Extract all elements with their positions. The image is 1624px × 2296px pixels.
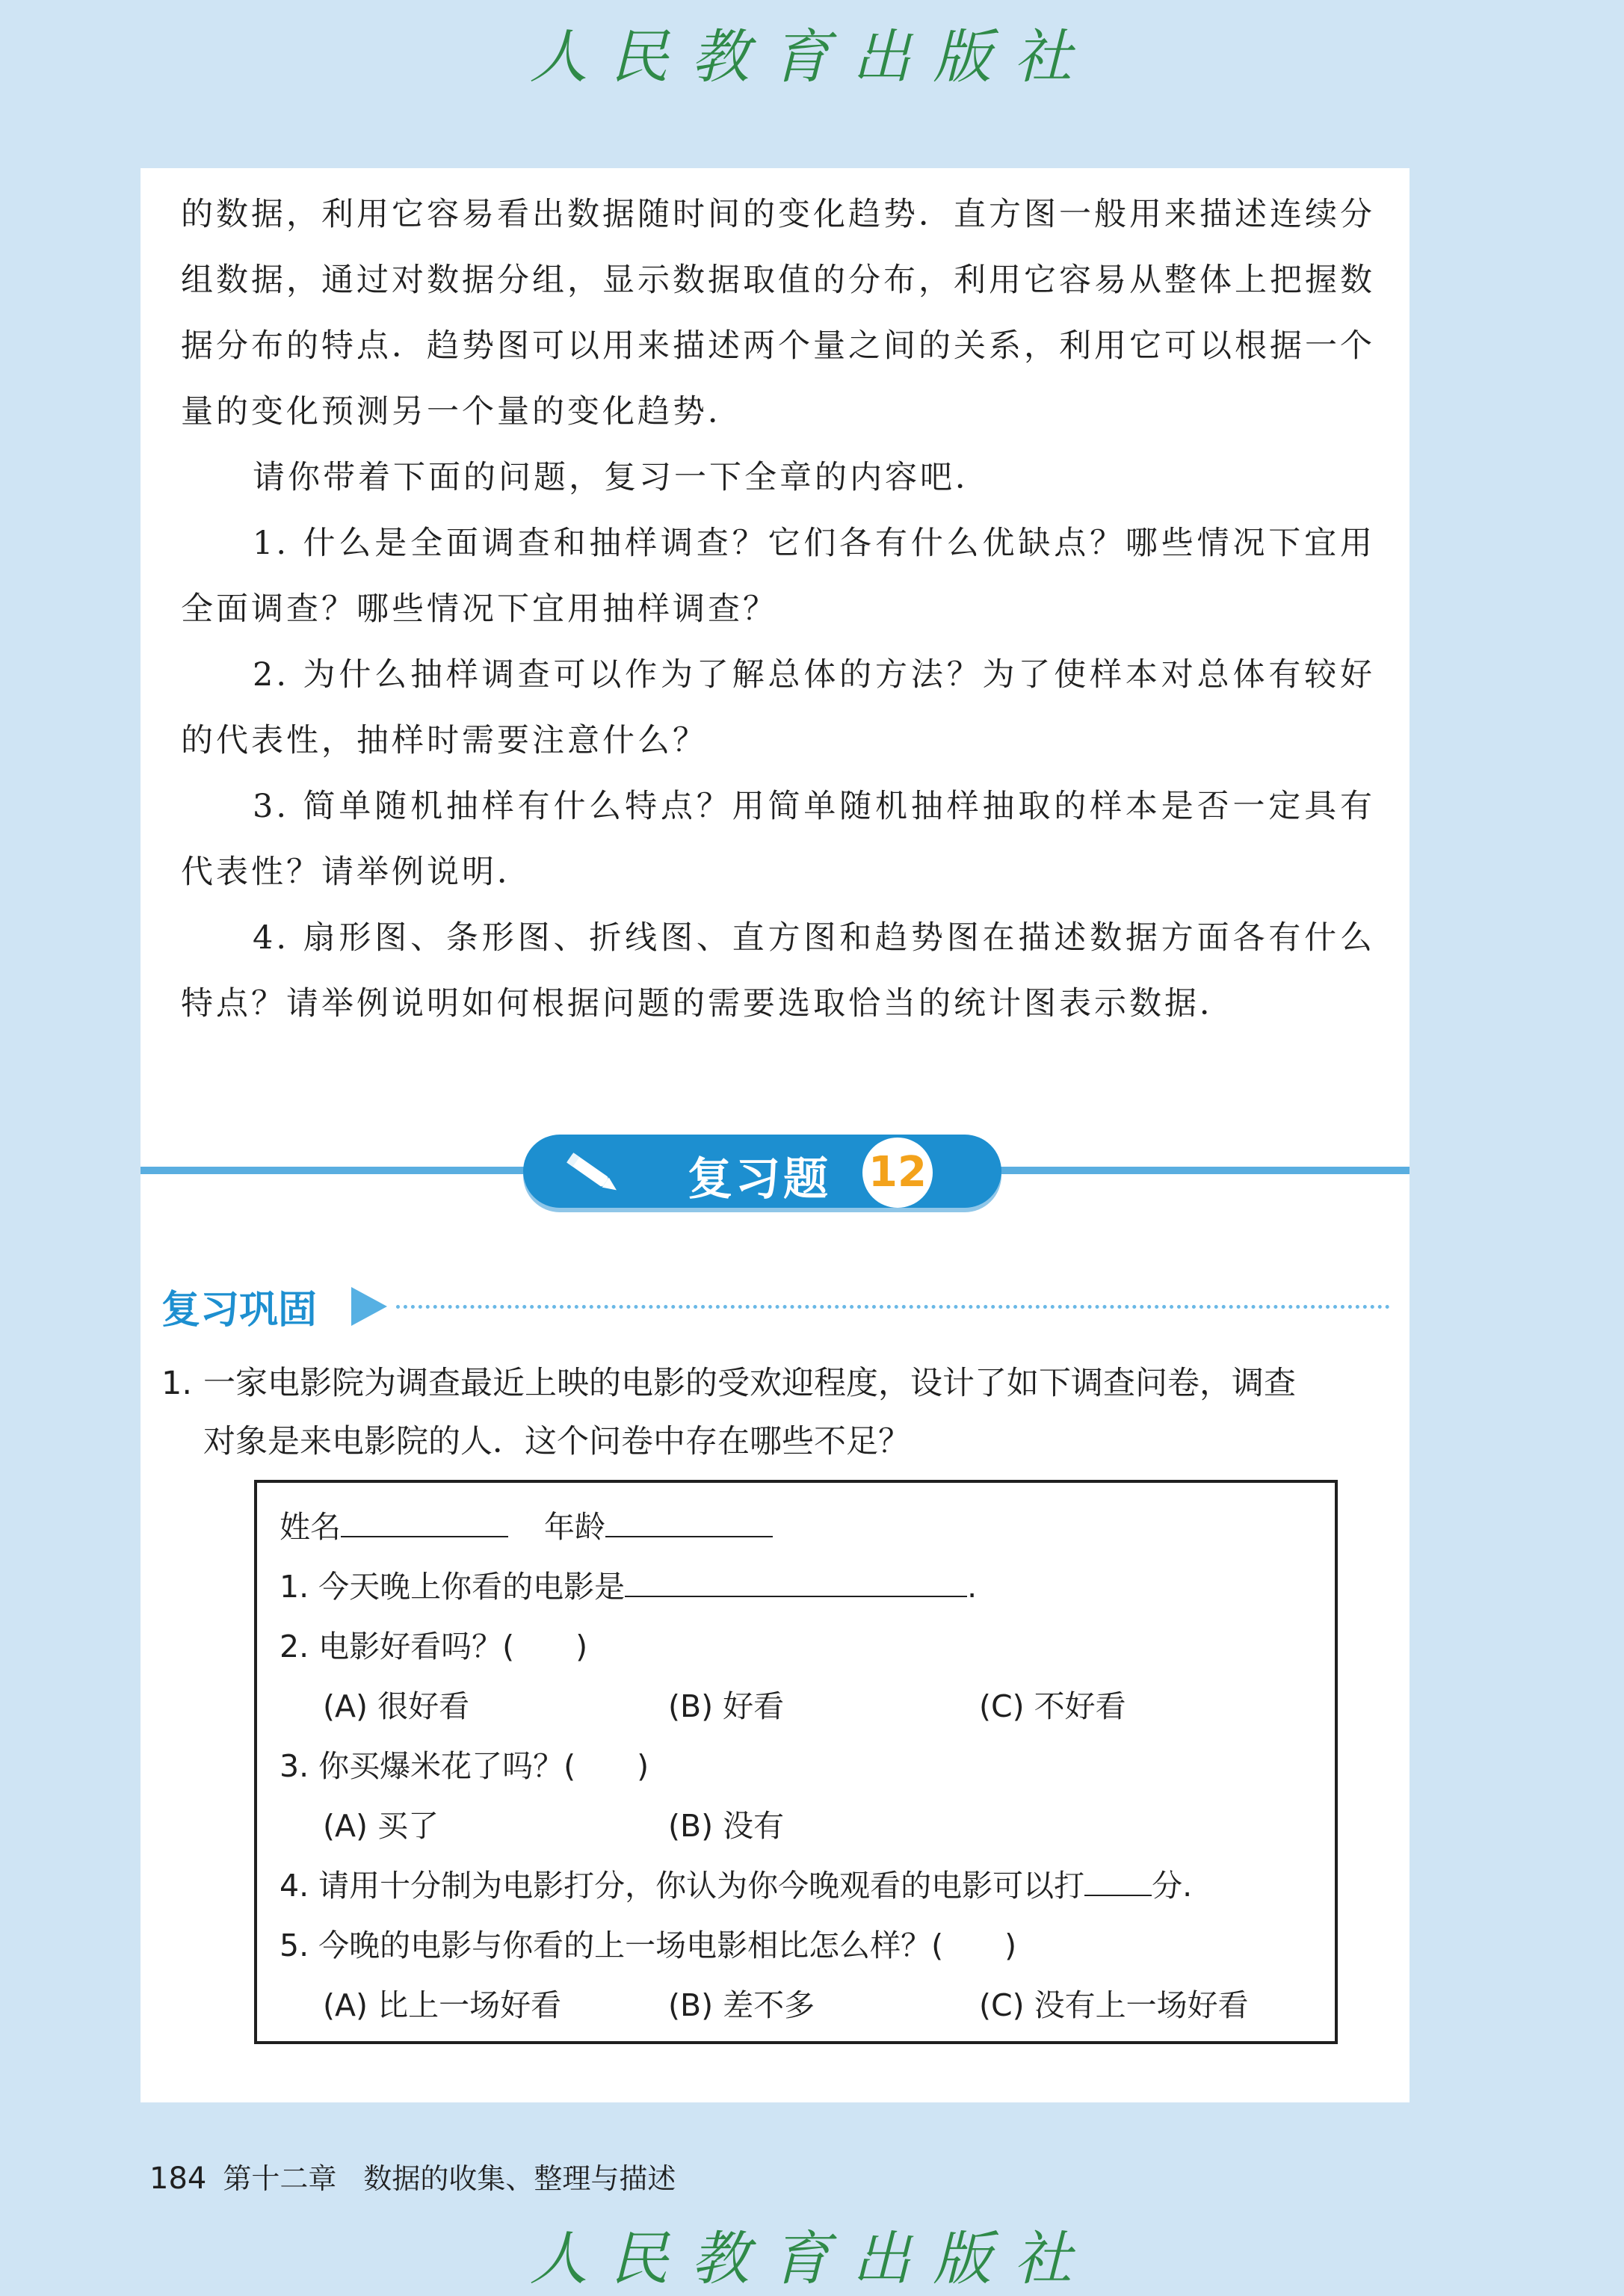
survey-q1 bbox=[280, 1562, 977, 1607]
survey-q1-end: . bbox=[967, 1569, 978, 1605]
pencil-icon bbox=[559, 1151, 626, 1196]
banner-title: 复习题 bbox=[688, 1153, 831, 1206]
survey-q5-options bbox=[280, 1981, 1311, 2025]
survey-q4-text: 4. 请用十分制为电影打分，你认为你今晚观看的电影可以打 bbox=[280, 1868, 1085, 1904]
survey-q5 bbox=[280, 1921, 1016, 1966]
option: (A) 比上一场好看 bbox=[323, 1987, 562, 2023]
name-blank bbox=[341, 1509, 508, 1537]
option: (A) 买了 bbox=[323, 1808, 439, 1844]
option: (C) 不好看 bbox=[979, 1688, 1126, 1724]
section-arrow-icon bbox=[351, 1287, 387, 1326]
intro-paragraph: 请你带着下面的问题，复习一下全章的内容吧． bbox=[253, 459, 990, 496]
section-dotted-rule bbox=[396, 1305, 1390, 1309]
chapter-label: 第十二章 bbox=[223, 2162, 337, 2195]
survey-q3-text: 3. 你买爆米花了吗？( ) bbox=[280, 1748, 649, 1784]
survey-q3-options bbox=[280, 1801, 1311, 1846]
page-number: 184 bbox=[149, 2161, 207, 2196]
survey-q3 bbox=[280, 1741, 649, 1786]
review-question: 4. 扇形图、条形图、折线图、直方图和趋势图在描述数据方面各有什么特点？请举例说明如何根据问题的需要选取恰当的统计图表示数据． bbox=[181, 919, 1375, 1022]
survey-q5-text: 5. 今晚的电影与你看的上一场电影相比怎么样？( ) bbox=[280, 1928, 1017, 1963]
option: (A) 很好看 bbox=[323, 1688, 470, 1724]
survey-header-row bbox=[280, 1502, 773, 1547]
publisher-logo-bottom: 人民教育出版社 bbox=[529, 2226, 1095, 2293]
question-text: 一家电影院为调查最近上映的电影的受欢迎程度，设计了如下调查问卷，调查 bbox=[203, 1365, 1296, 1402]
survey-form bbox=[254, 1480, 1338, 2044]
survey-q2-options bbox=[280, 1682, 1311, 1726]
option: (B) 没有 bbox=[668, 1808, 785, 1844]
score-blank bbox=[1084, 1868, 1152, 1896]
exercise-banner bbox=[523, 1135, 1001, 1208]
section-title: 复习巩固 bbox=[161, 1288, 318, 1333]
intro-paragraph: 的数据，利用它容易看出数据随时间的变化趋势．直方图一般用来描述连续分组数据，通过对数据分组，显示数据取值的分布，利用它容易从整体上把握数据分布的特点．趋势图可以用来描述两个量之间的关系，利用它可以根据一个量的变化预测另一个量的变化趋势． bbox=[181, 196, 1375, 430]
review-question: 3. 简单随机抽样有什么特点？用简单随机抽样抽取的样本是否一定具有代表性？请举例说明． bbox=[181, 788, 1375, 891]
question-text-continued: 对象是来电影院的人．这个问卷中存在哪些不足？ bbox=[203, 1423, 910, 1460]
age-blank bbox=[605, 1509, 773, 1537]
question-1 bbox=[161, 1354, 1402, 1471]
age-label: 年龄 bbox=[544, 1509, 605, 1545]
option: (B) 好看 bbox=[668, 1688, 785, 1724]
survey-q1-text: 1. 今天晚上你看的电影是 bbox=[280, 1569, 626, 1605]
movie-name-blank bbox=[625, 1569, 967, 1597]
question-number: 1. bbox=[161, 1365, 193, 1402]
banner-number-badge: 12 bbox=[862, 1138, 933, 1208]
survey-q4 bbox=[280, 1861, 1192, 1906]
page-footer bbox=[149, 2155, 676, 2197]
survey-q2-text: 2. 电影好看吗？( ) bbox=[280, 1629, 588, 1664]
name-label: 姓名 bbox=[280, 1509, 341, 1545]
chapter-title: 数据的收集、整理与描述 bbox=[363, 2162, 676, 2195]
option: (B) 差不多 bbox=[668, 1987, 815, 2023]
intro-text bbox=[181, 182, 1375, 1037]
review-question: 2. 为什么抽样调查可以作为了解总体的方法？为了使样本对总体有较好的代表性，抽样时需要注意什么？ bbox=[181, 656, 1375, 759]
review-question: 1. 什么是全面调查和抽样调查？它们各有什么优缺点？哪些情况下宜用全面调查？哪些情况下宜用抽样调查？ bbox=[181, 525, 1375, 628]
survey-q2 bbox=[280, 1622, 587, 1667]
publisher-logo-top: 人民教育出版社 bbox=[529, 24, 1095, 91]
survey-q4-end: 分. bbox=[1152, 1868, 1193, 1904]
option: (C) 没有上一场好看 bbox=[979, 1987, 1249, 2023]
